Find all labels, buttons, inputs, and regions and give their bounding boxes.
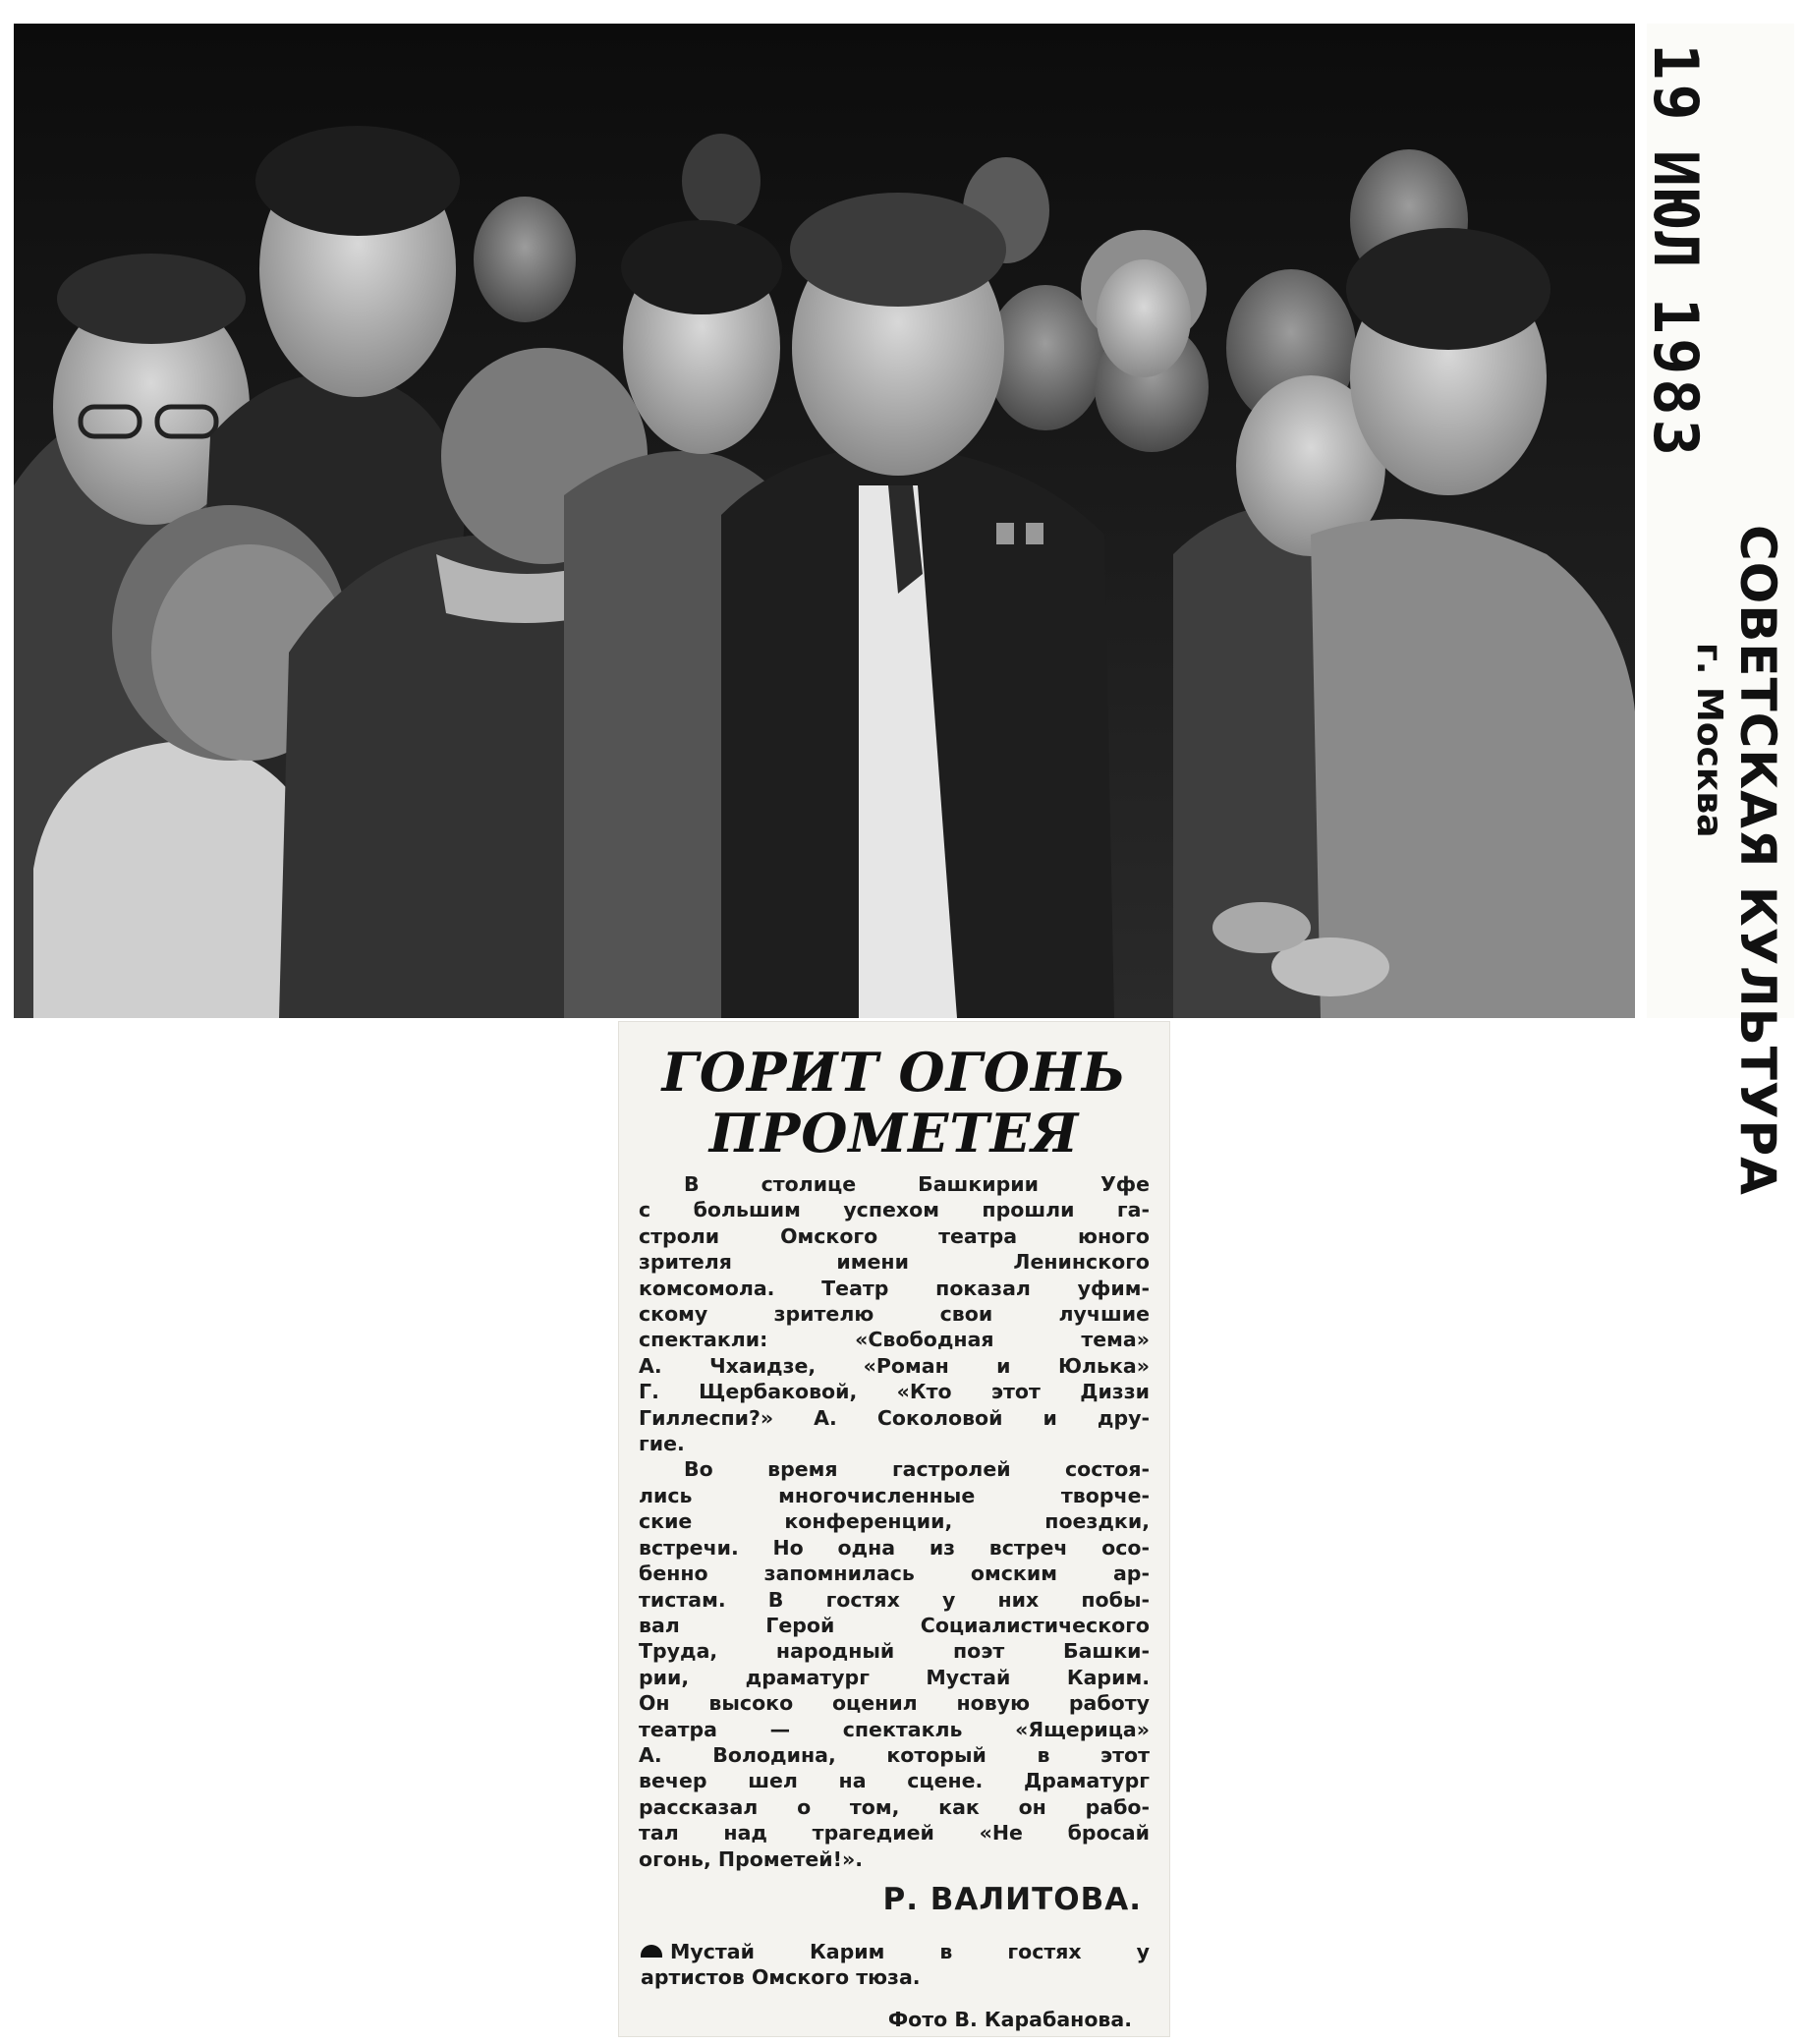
body-line: спектакли: «Свободная тема» [639, 1328, 1150, 1352]
newspaper-stamp [1640, 24, 1794, 1196]
body-line: тал над трагедией «Не бросай [639, 1821, 1150, 1845]
headline-line-2: ПРОМЕТЕЯ [708, 1102, 1080, 1164]
body-line: В столице Башкирии Уфе [684, 1172, 1150, 1196]
body-line: ские конференции, поездки, [639, 1509, 1150, 1534]
stamp-year: 1983 [1640, 297, 1712, 460]
body-line: театра — спектакль «Ящерица» [639, 1717, 1150, 1741]
body-line: А. Володина, который в этот [639, 1742, 1150, 1767]
body-line: скому зрителю свои лучшие [639, 1302, 1150, 1327]
article-author: Р. ВАЛИТОВА. [882, 1881, 1142, 1917]
article-clipping [619, 1022, 1169, 2036]
stamp-day: 19 [1640, 43, 1712, 125]
body-line: с большим успехом прошли га- [639, 1198, 1150, 1222]
body-line: вал Герой Социалистического [639, 1613, 1150, 1637]
body-line: вечер шел на сцене. Драматург [639, 1769, 1150, 1793]
article-body [639, 1171, 1150, 1872]
body-line: рии, драматург Мустай Карим. [639, 1665, 1150, 1689]
body-line: строли Омского театра юного [639, 1223, 1150, 1248]
body-line: гие. [639, 1432, 685, 1456]
stamp-newspaper-name: СОВЕТСКАЯ КУЛЬТУРА [1729, 525, 1786, 1196]
headline-line-1: ГОРИТ ОГОНЬ [661, 1041, 1127, 1104]
photo-credit: Фото В. Карабанова. [887, 2007, 1132, 2031]
body-line: А. Чхаидзе, «Роман и Юлька» [639, 1353, 1150, 1378]
camera-bullet-icon [641, 1945, 662, 1958]
body-line: огонь, Прометей!». [639, 1846, 864, 1871]
photo-illustration [14, 24, 1635, 1018]
body-line: комсомола. Театр показал уфим- [639, 1276, 1150, 1300]
body-line: Труда, народный поэт Башки- [639, 1639, 1150, 1664]
stamp-month: ИЮЛ [1640, 149, 1712, 272]
caption-line-2: артистов Омского тюза. [641, 1964, 921, 1989]
caption-line-1: Мустай Карим в гостях у [670, 1939, 1150, 1963]
news-photo [14, 24, 1635, 1018]
body-line: бенно запомнилась омским ар- [639, 1561, 1150, 1586]
body-line: Г. Щербаковой, «Кто этот Диззи [639, 1380, 1150, 1404]
body-line: Гиллеспи?» А. Соколовой и дру- [639, 1405, 1150, 1430]
stamp-date [1640, 43, 1712, 485]
body-line: зрителя имени Ленинского [639, 1250, 1150, 1275]
body-line: Он высоко оценил новую работу [639, 1691, 1150, 1716]
body-line: рассказал о том, как он рабо- [639, 1794, 1150, 1819]
body-line: лись многочисленные творче- [639, 1483, 1150, 1507]
stamp-city: г. Москва [1689, 643, 1729, 838]
body-line: Во время гастролей состоя- [684, 1457, 1150, 1482]
body-line: встречи. Но одна из встреч осо- [639, 1535, 1150, 1560]
photo-caption [641, 1939, 1150, 1990]
article-headline [619, 1042, 1169, 1164]
body-line: тистам. В гостях у них побы- [639, 1587, 1150, 1612]
